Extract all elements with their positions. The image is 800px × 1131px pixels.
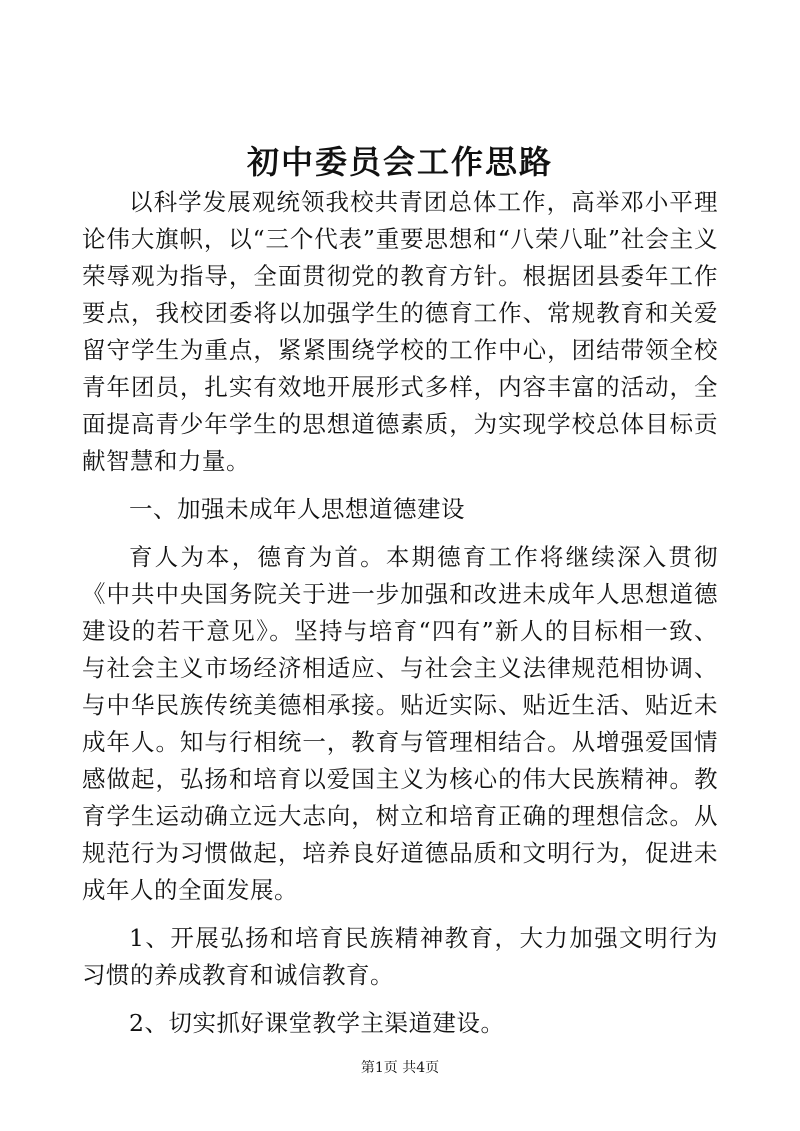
document-body — [82, 184, 718, 1042]
page-footer: 第1页 共4页 — [360, 1060, 440, 1076]
list-item-2: 2、切实抓好课堂教学主渠道建设。 — [129, 1009, 505, 1037]
list-item-1: 1、开展弘扬和培育民族精神教育，大力加强文明行为习惯的养成教育和诚信教育。 — [82, 924, 718, 989]
paragraph-section-1: 育人为本，德育为首。本期德育工作将继续深入贯彻《中共中央国务院关于进一步加强和改进未成年人思想道德建设的若干意见》。坚持与培育“四有”新人的目标相一致、与社会主义市场经济相适应、与社会主义法律规范相协调、与中华民族传统美德相承接。贴近实际、贴近生活、贴近未成年人。知与行相统一，教育与管理相结合。从增强爱国情感做起，弘扬和培育以爱国主义为核心的伟大民族精神。教育学生运动确立远大志向，树立和培育正确的理想信念。从规范行为习惯做起，培养良好道德品质和文明行为，促进未成年人的全面发展。 — [82, 543, 718, 904]
document-title: 初中委员会工作思路 — [246, 143, 553, 181]
paragraph-intro: 以科学发展观统领我校共青团总体工作，高举邓小平理论伟大旗帜，以“三个代表”重要思想和“八荣八耻”社会主义荣辱观为指导，全面贯彻党的教育方针。根据团县委年工作要点，我校团委将以加强学生的德育工作、常规教育和关爱留守学生为重点，紧紧围绕学校的工作中心，团结带领全校青年团员，扎实有效地开展形式多样，内容丰富的活动，全面提高青少年学生的思想道德素质，为实现学校总体目标贡献智慧和力量。 — [82, 188, 718, 475]
section-heading-1: 一、加强未成年人思想道德建设 — [129, 495, 465, 523]
